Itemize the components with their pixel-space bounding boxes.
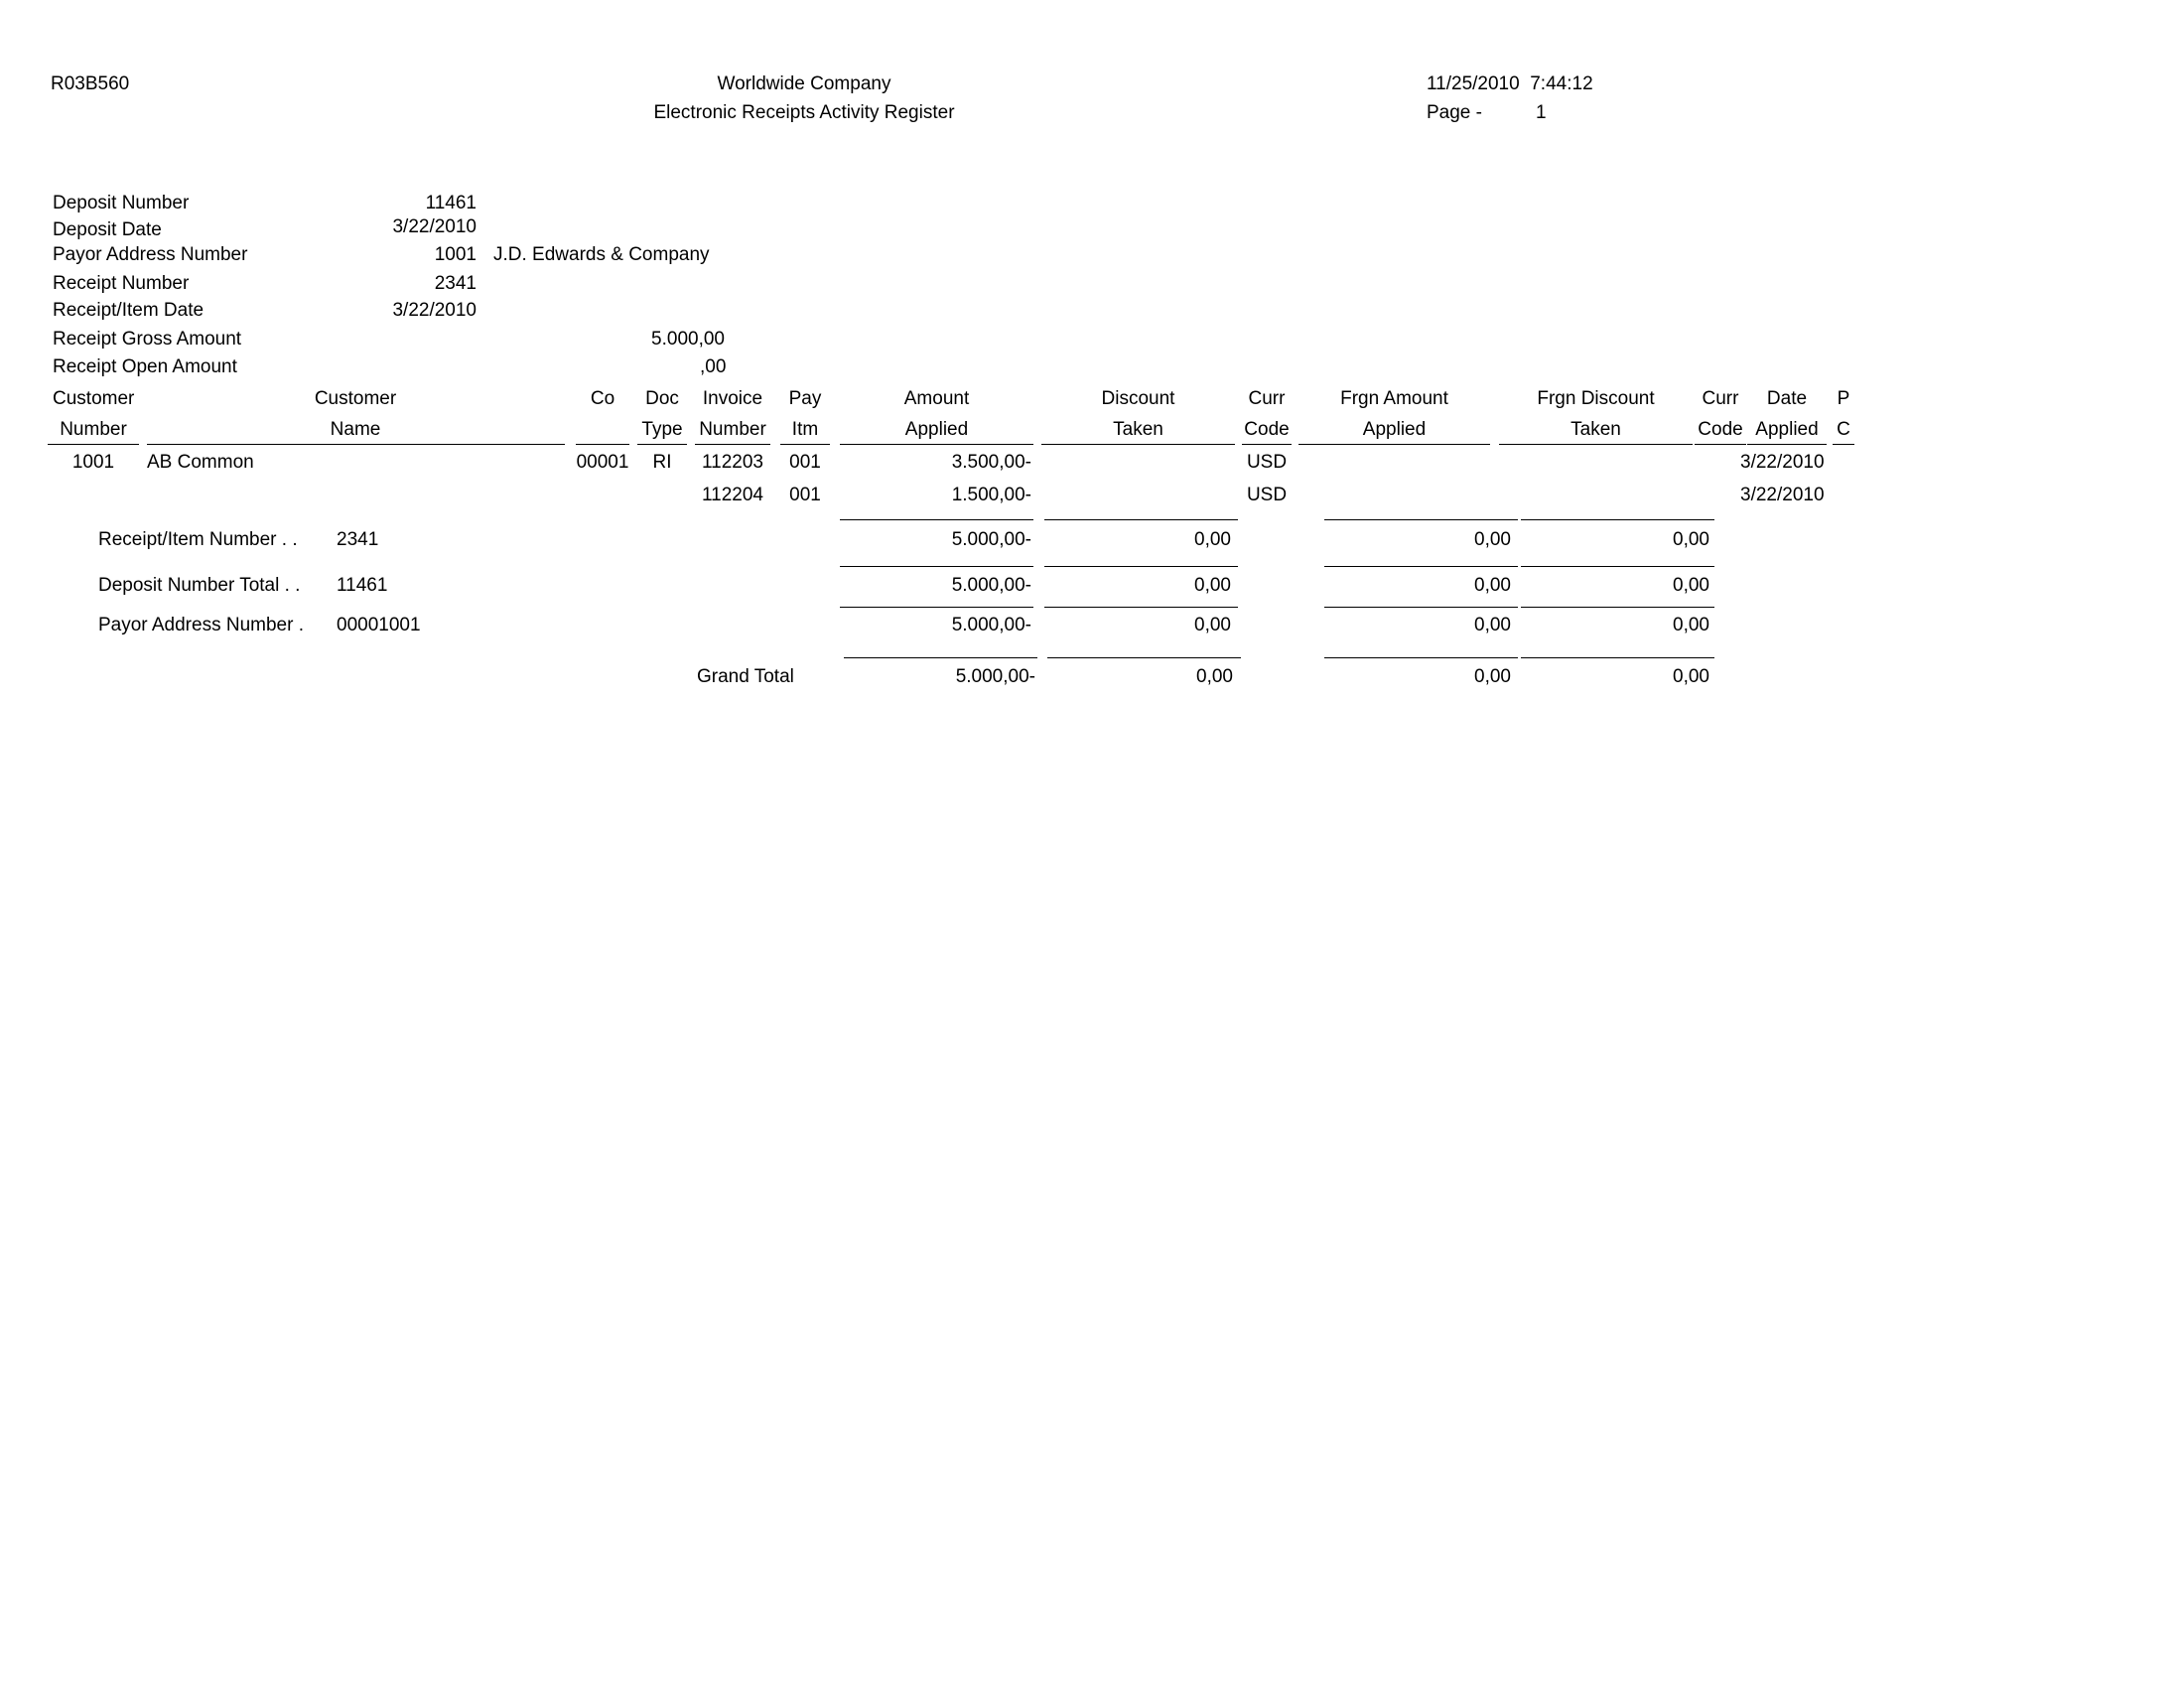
row-invoice-number: 112204 [702, 485, 763, 505]
header-rule [840, 444, 1033, 445]
col-pc-line2: C [1837, 419, 1850, 440]
col-customer-name-line1: Customer [314, 388, 397, 409]
col-date-applied-line2: Applied [1755, 419, 1819, 440]
header-rule [637, 444, 687, 445]
col-frgn-discount-line2: Taken [1570, 419, 1621, 440]
grand-total-rule [1324, 657, 1518, 658]
subtotal-rule [840, 566, 1033, 567]
col-amount-applied-line2: Applied [904, 419, 969, 440]
subtotal-discount-taken: 0,00 [1194, 575, 1231, 596]
grand-total-rule [1521, 657, 1714, 658]
col-doc-type-line2: Type [641, 419, 683, 440]
deposit-number-label: Deposit Number [53, 193, 190, 213]
col-curr-code2-line1: Curr [1702, 388, 1739, 409]
col-customer-number-line2: Number [60, 419, 127, 440]
subtotal-rule [1521, 566, 1714, 567]
subtotal-key: 2341 [337, 529, 379, 550]
col-frgn-amount-line2: Applied [1362, 419, 1427, 440]
subtotal-amount-applied: 5.000,00- [951, 529, 1031, 550]
col-amount-applied-line1: Amount [903, 388, 970, 409]
payor-address-label: Payor Address Number [53, 244, 248, 265]
receipt-number-label: Receipt Number [53, 273, 190, 294]
row-amount-applied: 3.500,00- [951, 452, 1031, 473]
row-customer-name: AB Common [147, 452, 254, 473]
col-discount-taken-line1: Discount [1101, 388, 1175, 409]
grand-total-frgn-amount: 0,00 [1474, 666, 1511, 687]
receipt-item-date-value: 3/22/2010 [392, 300, 477, 321]
header-rule [576, 444, 629, 445]
gross-amount-value: 5.000,00 [651, 329, 725, 350]
col-frgn-amount-line1: Frgn Amount [1340, 388, 1448, 409]
open-amount-value: ,00 [700, 356, 727, 377]
row-pay-itm: 001 [789, 452, 821, 473]
col-pay-itm-line2: Itm [791, 419, 819, 440]
row-invoice-number: 112203 [702, 452, 763, 473]
subtotal-label: Deposit Number Total . . [98, 575, 301, 596]
subtotal-frgn-amount: 0,00 [1474, 615, 1511, 635]
header-rule [1747, 444, 1827, 445]
header-rule [1833, 444, 1854, 445]
col-curr-code-line1: Curr [1248, 388, 1286, 409]
col-curr-code2-line2: Code [1698, 419, 1743, 440]
row-co: 00001 [576, 452, 629, 473]
subtotal-rule [840, 607, 1033, 608]
subtotal-label: Payor Address Number . [98, 615, 304, 635]
subtotal-key: 00001001 [337, 615, 421, 635]
report-title: Electronic Receipts Activity Register [653, 102, 955, 123]
company-name: Worldwide Company [717, 73, 891, 94]
row-pay-itm: 001 [789, 485, 821, 505]
payor-name: J.D. Edwards & Company [493, 244, 710, 265]
col-pay-itm-line1: Pay [788, 388, 822, 409]
col-date-applied-line1: Date [1766, 388, 1808, 409]
col-doc-type-line1: Doc [645, 388, 679, 409]
subtotal-rule [1324, 607, 1518, 608]
row-curr-code: USD [1246, 452, 1288, 473]
row-date-applied: 3/22/2010 [1740, 452, 1825, 473]
subtotal-amount-applied: 5.000,00- [951, 575, 1031, 596]
page-label: Page - [1427, 102, 1482, 123]
subtotal-rule [840, 519, 1033, 520]
row-date-applied: 3/22/2010 [1740, 485, 1825, 505]
col-invoice-line1: Invoice [702, 388, 763, 409]
grand-total-rule [1047, 657, 1241, 658]
row-curr-code: USD [1246, 485, 1288, 505]
subtotal-key: 11461 [337, 575, 388, 596]
grand-total-rule [844, 657, 1037, 658]
col-customer-name-line2: Name [330, 419, 381, 440]
header-rule [48, 444, 139, 445]
subtotal-rule [1324, 566, 1518, 567]
deposit-date-value: 3/22/2010 [392, 216, 477, 237]
receipt-item-date-label: Receipt/Item Date [53, 300, 205, 321]
grand-total-frgn-discount: 0,00 [1673, 666, 1709, 687]
subtotal-rule [1044, 519, 1238, 520]
grand-total-label: Grand Total [697, 666, 794, 687]
report-datetime: 11/25/2010 7:44:12 [1427, 73, 1593, 94]
subtotal-frgn-discount: 0,00 [1673, 575, 1709, 596]
deposit-number-value: 11461 [425, 193, 477, 213]
row-amount-applied: 1.500,00- [951, 485, 1031, 505]
row-doc-type: RI [652, 452, 672, 473]
header-rule [1499, 444, 1693, 445]
open-amount-label: Receipt Open Amount [53, 356, 237, 377]
header-rule [1695, 444, 1746, 445]
header-rule [1242, 444, 1292, 445]
header-rule [1041, 444, 1235, 445]
subtotal-label: Receipt/Item Number . . [98, 529, 298, 550]
subtotal-rule [1324, 519, 1518, 520]
report-id: R03B560 [51, 73, 130, 94]
col-customer-number-line1: Customer [53, 388, 135, 409]
col-invoice-line2: Number [699, 419, 766, 440]
grand-total-discount-taken: 0,00 [1196, 666, 1233, 687]
grand-total-amount-applied: 5.000,00- [955, 666, 1035, 687]
subtotal-rule [1521, 607, 1714, 608]
subtotal-rule [1521, 519, 1714, 520]
page-number: 1 [1536, 102, 1547, 123]
subtotal-frgn-discount: 0,00 [1673, 529, 1709, 550]
subtotal-rule [1044, 607, 1238, 608]
subtotal-discount-taken: 0,00 [1194, 529, 1231, 550]
row-customer-number: 1001 [71, 452, 115, 473]
header-rule [780, 444, 830, 445]
header-rule [1298, 444, 1490, 445]
subtotal-rule [1044, 566, 1238, 567]
subtotal-amount-applied: 5.000,00- [951, 615, 1031, 635]
payor-address-value: 1001 [434, 244, 477, 265]
header-rule [695, 444, 770, 445]
receipt-number-value: 2341 [434, 273, 477, 294]
header-rule [147, 444, 565, 445]
col-discount-taken-line2: Taken [1113, 419, 1163, 440]
col-co: Co [590, 388, 615, 409]
col-curr-code-line2: Code [1244, 419, 1290, 440]
col-pc-line1: P [1837, 388, 1850, 409]
gross-amount-label: Receipt Gross Amount [53, 329, 242, 350]
col-frgn-discount-line1: Frgn Discount [1537, 388, 1655, 409]
subtotal-discount-taken: 0,00 [1194, 615, 1231, 635]
subtotal-frgn-amount: 0,00 [1474, 575, 1511, 596]
subtotal-frgn-discount: 0,00 [1673, 615, 1709, 635]
deposit-date-label: Deposit Date [53, 219, 162, 240]
subtotal-frgn-amount: 0,00 [1474, 529, 1511, 550]
